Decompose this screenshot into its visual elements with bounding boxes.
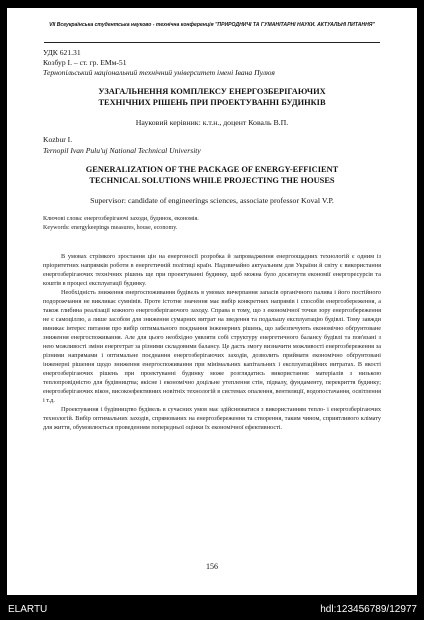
title-ua-line2: ТЕХНІЧНИХ РІШЕНЬ ПРИ ПРОЕКТУВАННІ БУДИНКІВ — [98, 98, 326, 107]
paragraph-3: Проектування і будівництво будівель в сучасних умов має здійснюватися з використанням тепло- і енергозберігаючих технологій. Вибір оптимальних заходів, спрямованих на енергозбереження та створення, таким чином, сприятливого клімату для життя, обумовлюється проведенням попередньої оцінки їх економічної ефективності. — [43, 406, 381, 432]
handle-id: hdl:123456789/12977 — [320, 604, 417, 615]
keywords-en: Keywordѕ: energykeepings measures, house, economy. — [43, 225, 178, 231]
page-number: 156 — [206, 562, 218, 571]
paragraph-1: В умовах стрімкого зростання цін на енергоносії розробка й запровадження енергоощадних технологій є одним із пріоритетних напрямків роботи в енергетичній політиці країн. Надзвичайно актуальним для України й світу є використання енергозберігаючих технічних рішень ще при проектуванні будинку, щоб можна було досягнути економії енергоресурсів та коштів в процесі експлуатації будинку. — [43, 253, 381, 288]
author-en: Kozbur I. — [43, 135, 73, 144]
title-en-line2: TECHNICAL SOLUTIONS WHILE PROJECTING THE HOUSES — [89, 176, 335, 185]
paragraph-2: Необхідність зниження енергоспоживання будівель в умовах вичерпання запасів органічного палива і його постійного подорожчання не викликає сумнівів. Проте істотне значення має вибір конкретних напрямів і способів енергозбереження, а також глибина реалізації кожного енергозберігаючого заходу. Справа в тому, що з економічної точки зору енергозбереження не є самоціллю, а лише засобом для зниження сумарних витрат на зведення та подальшу експлуатацію будівлі. Тому завжди виникає інтерес питання про вибір оптимального поєднання інженерних рішень, що забезпечують економічно обґрунтоване зниження енергоспоживання. Але для цього необхідно уявляти собі структуру енергетичного балансу будівлі та пов'язані з нею можливості зміни енергетрат за різними складовими балансу. Це дасть змогу визначити можливості енергозбереження за різними напрямами і оптимальне поєднання енергозберігаючих заходів, дозволить приймати економічно обґрунтовані інженерні рішення щодо зниження енергоспоживання при мінімальних капітальних і експлуатаційних витратах. В якості енергозберігаючих рішень при проектуванні будинку може розглядатись використання: матеріалів з низькою теплопровідністю для будівництва; якісне і економічно доцільне утеплення стін, підвалу, фундаменту, перекриття будинку; енергозберігаючих вікон, високоефективних новітніх технологій в системах опалення, вентиляції, водопостачання, освітлення і т.д. — [43, 289, 381, 405]
title-en-line1: GENERALIZATION OF THE PACKAGE OF ENERGY-EFFICIENT — [85, 165, 339, 174]
title-ua-line1: УЗАГАЛЬНЕННЯ КОМПЛЕКСУ ЕНЕРГОЗБЕРІГАЮЧИХ — [98, 87, 326, 96]
keywords-ua: Ключові слова: енергозберігаючі заходи, будинок, економія. — [43, 216, 199, 222]
supervisor-en: Supervisor: candidate of engineerings sciences, associate professor Koval V.P. — [90, 196, 334, 205]
repository-name: ELARTU — [8, 604, 48, 615]
author-ua: Козбур І. – ст. гр. ЕМм-51 — [43, 58, 127, 67]
affiliation-ua: Тернопільський національний технічний університет імені Івана Пулюя — [43, 68, 275, 77]
article-body — [43, 252, 381, 432]
supervisor-ua: Науковий керівник: к.т.н., доцент Коваль В.П. — [135, 118, 289, 127]
affiliation-en: Ternopil Ivan Pulu'uj National Technical University — [43, 146, 201, 155]
header-rule — [44, 42, 380, 43]
conference-header: VII Всеукраїнська студентська науково - технічна конференція "ПРИРОДНИЧІ ТА ГУМАНІТАРНІ НАУКИ. АКТУАЛЬНІ ПИТАННЯ" — [49, 22, 375, 28]
repository-footer — [0, 600, 424, 620]
udc-code: УДК 621.31 — [43, 48, 81, 57]
